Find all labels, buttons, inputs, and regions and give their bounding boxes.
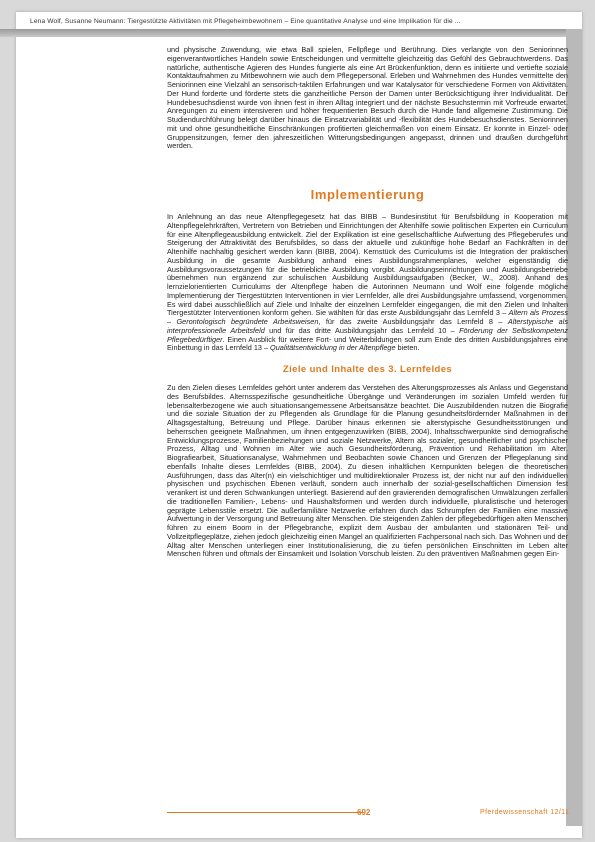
implementierung-paragraph xyxy=(167,213,568,353)
lernfeld-8-title: Alterstypische als interprofessionelle Arbeitsfeld xyxy=(167,317,568,335)
header-rule xyxy=(0,29,582,37)
page-footer xyxy=(0,808,582,820)
footer-rule xyxy=(167,812,363,813)
section-heading-implementierung: Implementierung xyxy=(310,187,425,202)
lernfeld-13-title: Qualitätsentwicklung in der Altenpflege xyxy=(270,343,396,353)
text-run: und für das dritte Ausbildungsjahr das Lernfeld 10 – xyxy=(264,325,460,335)
text-run: , für das zweite Ausbildungsjahr das Lernfeld 8 – xyxy=(318,317,508,326)
article-body xyxy=(167,46,568,559)
side-rule xyxy=(566,29,582,826)
page-number: 692 xyxy=(357,808,371,817)
lernfeld-10-title: Förderung der Selbstkompetenz Pflegebedürftiger xyxy=(167,325,569,344)
text-run: . Einen Ausblick für weitere Fort- und Weiterbildungen soll zum Ende des dritten Ausbildungsjahres eine Einbettung in das Lernfeld 13 – xyxy=(167,334,568,353)
intro-paragraph: und physische Zuwendung, wie etwa Ball spielen, Fellpflege und Berührung. Dies verlangte von den Seniorinnen eigenverantwortliches Handeln sowie Entscheidungen und vermittelte gleichzeitig das Gefühl des Gebrauchtwerdens. Das natürliche, authentische Agieren des Hundes fungierte als eine Art Brückenfunktion, denn es initiierte und vertiefte soziale Kontaktaufnahmen zu Mitbewohnern wie auch dem Pflegepersonal. Erleben und Wahrnehmen des Hundes vermittelte den Seniorinnen eine Vielzahl an sensorisch-taktilen Erfahrungen und war Katalysator für verschiedene Formen von Aktivitäten. Der Hund forderte und förderte stets die ganzheitliche Person der Damen unter Berücksichtigung ihrer Individualität. Der Hundebesuchsdienst wurde von ihnen fest in ihren Alltag integriert und der nächste Besuchstermin mit Vorfreude erwartet. Anregungen zu einem intensiveren und höher frequentierten Besuch durch die Hunde fand allgemeine Zustimmung. Die Studiendurchführung belegt darüber hinaus die Einsatzvariabilität und -flexibilität des Hundebesuchsdienstes. Seniorinnen mit und ohne gesundheitliche Einschränkungen profitierten gleichermaßen von einem Einsatz. Er konnte in Einzel- oder Gruppensitzungen, ferner den jahreszeitlichen Witterungsbedingungen angepasst, drinnen und draußen durchgeführt werden. xyxy=(167,45,568,151)
journal-name: Pferdewissenschaft 12/11 xyxy=(480,809,570,816)
lernfeld-3-title: Altern als Prozess – Gerontologisch begründete Arbeitsweisen xyxy=(167,308,568,326)
text-run: In Anlehnung an das neue Altenpflegegesetz hat das BIBB – Bundesinstitut für Berufsbildung in Kooperation mit Altenpflegelehrkräften, Vertretern von Betrieben und Einrichtungen der Altenhilfe sowie politischen Experten ein Curriculum für eine Altenpflegeausbildung entwickelt. Ziel der Explikation ist eine gesellschaftliche Aufwertung des Pflegeberufes und Steigerung der Attraktivität des Berufsbildes, so dass der aktuelle und zukünftige hohe Bedarf an Fachkräften in der Altenhilfe nachhaltig gesichert werden kann (BIBB, 2004). Kernstück des Curriculums ist die Integration der praktischen Ausbildung in die gesamte Ausbildung anhand eines Ausbildungsrahmenplanes, welcher eigenständig die Ausbildungsvoraussetzungen für die betriebliche Ausbildung vorgibt. Ausbildungseinrichtungen und Ausbildungsbetriebe übernehmen nun ergänzend zur schulischen Ausbildung Ausbildungsaufgaben (Becker, W., 2008). Anhand des lernzielorientierten Curriculums der Altenpflege haben die Autorinnen Neumann und Wolf eine folgende mögliche Implementierung der Tiergestützten Interventionen in vier Lernfelder, alle drei Ausbildungsjahre umfassend, vorgenommen. Es wird dabei ausschließlich auf Ziele und Inhalte der einzelnen Lernfelder eingegangen, die mit den Zielen und Inhalten Tiergestützter Interventionen konform gehen. Sie wählten für das erste Ausbildungsjahr das Lernfeld 3 – xyxy=(167,212,568,318)
running-header: Lena Wolf, Susanne Neumann: Tiergestützte Aktivitäten mit Pflegeheimbewohnern – Eine quantitative Analyse und eine Implikation für die ... xyxy=(30,18,461,25)
ziele-paragraph: Zu den Zielen dieses Lernfeldes gehört unter anderem das Verstehen des Alterungsprozesses als Anlass und Gegenstand des Berufsbildes. Alternsspezifische gesundheitliche Übergänge und Veränderungen im sozialen Umfeld werden für lebensalterbezogene wie auch situationsangemessene Arbeitsansätze beachtet. Die Auszubildenden nutzen die Biografie und die soziale Situation der zu Pflegenden als Grundlage für die Planung gesundheitsfördernder Maßnahmen in der Alltagsgestaltung, Betreuung und Pflege. Darüber hinaus erkennen sie alterstypische Gesundheitsstörungen und beherrschen geeignete Maßnahmen, um ihnen entgegenzuwirken (BIBB, 2004). Inhaltsschwerpunkte sind demografische Entwicklungsprozesse, Familienbeziehungen und soziale Netzwerke, Altern als sozialer, gesundheitlicher und psychischer Prozess, Alltag und Wohnen im Alter wie auch Gesundheitsförderung, Prävention und Rehabilitation im Alter. Biografiearbeit, Situationsanalyse, Wahrnehmen und Beobachten sowie Chancen und Grenzen der Pflegeplanung sind ebenfalls Inhalte dieses Lernfeldes (BIBB, 2004). Zu diesen inhaltlichen Kernpunkten belegen die theoretischen Ausführungen, dass das Alter(n) ein vielschichtiger und multidirektionaler Prozess ist, der nicht nur auf den individuellen physischen und psychischen Ebenen verläuft, sondern auch innerhalb der sozial-gesellschaftlichen Dimension fest verankert ist und deren Schwankungen unterliegt. Basierend auf den gravierenden demografischen Umwälzungen zerfallen die traditionellen Familien-, Lebens- und Haushaltsformen und werden durch individuelle, pluralistische und heterogen geprägte Lebensstile ersetzt. Die außerfamiliäre Netzwerke erfahren durch das Schrumpfen der Familien eine massive Aufwertung in der Versorgung und Betreuung älter Menschen. Die steigenden Zahlen der pflegebedürftigen alten Menschen führen zu einem Boom in der Pflegebranche, explizit dem Ausbau der ambulanten und stationären Teil- und Vollzeitpflegeplätze, ziehen jedoch gleichzeitig einen Mangel an qualifizierten Fachpersonal nach sich. Das Wohnen und der Alltag alter Menschen unterliegen einer Institutionalisierung, die zu tiefen persönlichen Einschnitten im Leben alter Menschen führen und oftmals der Einsamkeit und Isolation Vorschub leisten. Zu den präventiven Maßnahmen gegen Ein- xyxy=(167,383,568,559)
text-run: bieten. xyxy=(395,343,420,353)
section-heading-ziele: Ziele und Inhalte des 3. Lernfeldes xyxy=(282,364,453,375)
